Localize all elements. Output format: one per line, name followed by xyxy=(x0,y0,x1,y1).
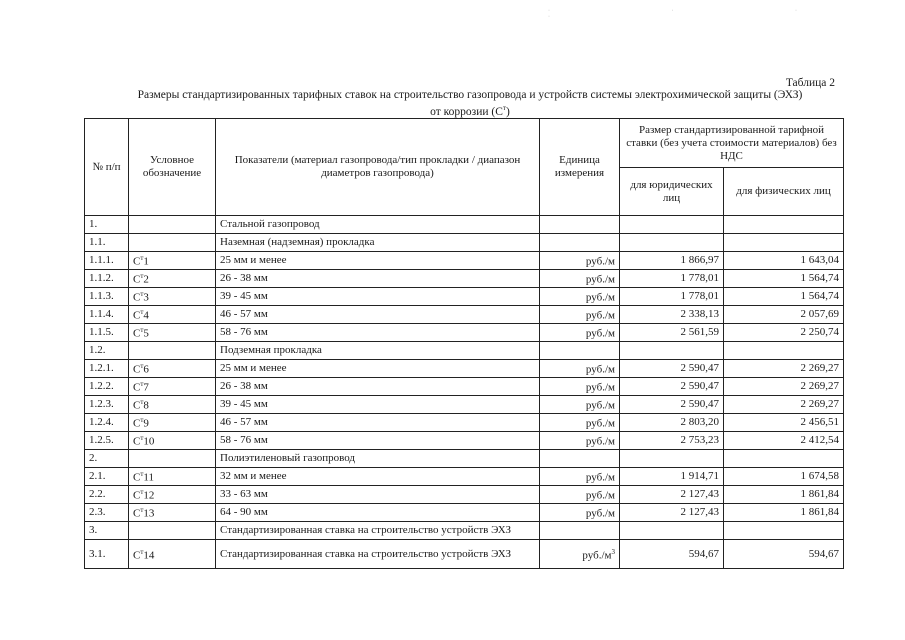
rate-physical: 2 269,27 xyxy=(724,360,844,378)
section-row xyxy=(85,522,844,540)
rate-physical: 594,67 xyxy=(724,540,844,569)
row-number: 1.2.5. xyxy=(85,432,129,450)
row-code xyxy=(129,252,216,270)
rate-physical: 1 643,04 xyxy=(724,252,844,270)
table-row xyxy=(85,432,844,450)
row-description: 33 - 63 мм xyxy=(216,486,540,504)
rate-legal: 2 803,20 xyxy=(620,414,724,432)
code-base: С xyxy=(133,273,141,286)
row-code xyxy=(129,288,216,306)
unit-text: руб./м xyxy=(585,273,615,286)
code-base: С xyxy=(133,435,141,448)
row-unit xyxy=(540,252,620,270)
rate-legal xyxy=(620,216,724,234)
code-index: 1 xyxy=(143,255,149,268)
code-index: 7 xyxy=(143,381,149,394)
row-number: 2.1. xyxy=(85,468,129,486)
rate-legal: 2 561,59 xyxy=(620,324,724,342)
row-unit xyxy=(540,540,620,569)
row-number: 2.2. xyxy=(85,486,129,504)
rate-legal: 2 590,47 xyxy=(620,378,724,396)
row-description: 58 - 76 мм xyxy=(216,324,540,342)
code-sup: т xyxy=(140,308,144,317)
section-row xyxy=(85,450,844,468)
row-number: 1.2.4. xyxy=(85,414,129,432)
row-description: 46 - 57 мм xyxy=(216,306,540,324)
table-row xyxy=(85,540,844,569)
table-row xyxy=(85,306,844,324)
code-sup: т xyxy=(140,362,144,371)
rate-physical xyxy=(724,450,844,468)
section-row xyxy=(85,216,844,234)
rate-physical: 1 861,84 xyxy=(724,486,844,504)
rate-physical: 2 250,74 xyxy=(724,324,844,342)
row-number: 1.1.5. xyxy=(85,324,129,342)
row-code xyxy=(129,468,216,486)
rate-physical: 2 456,51 xyxy=(724,414,844,432)
row-description: 26 - 38 мм xyxy=(216,270,540,288)
code-base: С xyxy=(133,255,141,268)
unit-text: руб./м xyxy=(585,327,615,340)
unit-text: руб./м xyxy=(585,381,615,394)
table-row xyxy=(85,360,844,378)
row-code xyxy=(129,432,216,450)
rate-physical: 2 412,54 xyxy=(724,432,844,450)
row-number: 1.1. xyxy=(85,234,129,252)
rate-physical: 2 057,69 xyxy=(724,306,844,324)
col-header-code: Условное обозначение xyxy=(129,119,216,216)
rate-physical: 1 564,74 xyxy=(724,270,844,288)
rate-physical xyxy=(724,234,844,252)
row-unit xyxy=(540,216,620,234)
code-index: 10 xyxy=(143,435,155,448)
rate-physical xyxy=(724,216,844,234)
row-number: 1.2.1. xyxy=(85,360,129,378)
row-unit xyxy=(540,414,620,432)
row-unit xyxy=(540,342,620,360)
row-number: 1.2. xyxy=(85,342,129,360)
unit-text: руб./м xyxy=(585,507,615,520)
unit-text: руб./м xyxy=(585,363,615,376)
unit-text: руб./м xyxy=(585,489,615,502)
col-header-physical: для физических лиц xyxy=(724,168,844,216)
row-unit xyxy=(540,306,620,324)
row-unit xyxy=(540,324,620,342)
row-unit xyxy=(540,504,620,522)
unit-text: руб./м xyxy=(585,291,615,304)
row-number: 1.1.3. xyxy=(85,288,129,306)
row-code xyxy=(129,324,216,342)
row-code xyxy=(129,486,216,504)
code-base: С xyxy=(133,507,141,520)
row-code xyxy=(129,540,216,569)
row-unit xyxy=(540,486,620,504)
code-index: 3 xyxy=(143,291,149,304)
code-base: С xyxy=(133,309,141,322)
row-number: 1.1.1. xyxy=(85,252,129,270)
row-number: 2. xyxy=(85,450,129,468)
row-unit xyxy=(540,360,620,378)
table-row xyxy=(85,414,844,432)
table-caption xyxy=(95,89,845,119)
row-code xyxy=(129,378,216,396)
row-unit xyxy=(540,270,620,288)
row-description: Полиэтиленовый газопровод xyxy=(216,450,540,468)
code-sup: т xyxy=(140,254,144,263)
row-description: 58 - 76 мм xyxy=(216,432,540,450)
unit-text: руб./м xyxy=(585,255,615,268)
rate-physical: 1 674,58 xyxy=(724,468,844,486)
row-description: Подземная прокладка xyxy=(216,342,540,360)
table-row xyxy=(85,504,844,522)
code-sup: т xyxy=(140,488,144,497)
code-index: 14 xyxy=(143,549,155,562)
row-number: 1.1.4. xyxy=(85,306,129,324)
code-sup: т xyxy=(140,398,144,407)
table-row xyxy=(85,378,844,396)
unit-text: руб./м xyxy=(585,435,615,448)
row-code xyxy=(129,504,216,522)
row-code xyxy=(129,396,216,414)
code-base: С xyxy=(133,363,141,376)
row-description: Стандартизированная ставка на строительство устройств ЭХЗ xyxy=(216,540,540,569)
code-index: 2 xyxy=(143,273,149,286)
rate-legal: 1 778,01 xyxy=(620,288,724,306)
tariff-table xyxy=(84,118,844,569)
code-sup: т xyxy=(140,326,144,335)
table-row xyxy=(85,486,844,504)
row-code xyxy=(129,270,216,288)
code-sup: т xyxy=(140,547,144,556)
code-base: С xyxy=(133,417,141,430)
code-base: С xyxy=(133,471,141,484)
code-index: 13 xyxy=(143,507,155,520)
rate-legal xyxy=(620,342,724,360)
rate-legal: 2 127,43 xyxy=(620,504,724,522)
rate-legal: 1 866,97 xyxy=(620,252,724,270)
code-index: 6 xyxy=(143,363,149,376)
header-row xyxy=(85,119,844,168)
code-base: С xyxy=(133,549,141,562)
row-number: 3. xyxy=(85,522,129,540)
row-code xyxy=(129,234,216,252)
row-description: 26 - 38 мм xyxy=(216,378,540,396)
row-code xyxy=(129,216,216,234)
table-row xyxy=(85,288,844,306)
col-header-num: № п/п xyxy=(85,119,129,216)
rate-physical: 2 269,27 xyxy=(724,396,844,414)
code-sup: т xyxy=(140,272,144,281)
row-unit xyxy=(540,450,620,468)
caption-line-2: от коррозии $(С^т)$ xyxy=(430,104,510,118)
unit-text: руб./м xyxy=(585,399,615,412)
code-sup: т xyxy=(140,434,144,443)
rate-physical xyxy=(724,342,844,360)
rate-legal: 2 590,47 xyxy=(620,360,724,378)
code-base: С xyxy=(133,291,141,304)
code-index: 8 xyxy=(143,399,149,412)
row-unit xyxy=(540,234,620,252)
row-number: 2.3. xyxy=(85,504,129,522)
row-unit xyxy=(540,288,620,306)
rate-legal: 2 127,43 xyxy=(620,486,724,504)
row-description: 39 - 45 мм xyxy=(216,396,540,414)
rate-physical: 2 269,27 xyxy=(724,378,844,396)
code-index: 9 xyxy=(143,417,149,430)
rate-legal xyxy=(620,234,724,252)
row-description: Стандартизированная ставка на строительство устройств ЭХЗ xyxy=(216,522,540,540)
rate-legal xyxy=(620,522,724,540)
row-code xyxy=(129,414,216,432)
col-header-rate: Размер стандартизированной тарифной ставки (без учета стоимости материалов) без НДС xyxy=(620,119,844,168)
row-description: 64 - 90 мм xyxy=(216,504,540,522)
rate-legal: 1 778,01 xyxy=(620,270,724,288)
code-base: С xyxy=(133,381,141,394)
table-number: Таблица 2 xyxy=(785,77,835,89)
table-row xyxy=(85,396,844,414)
code-sup: т xyxy=(140,380,144,389)
code-sup: т xyxy=(140,290,144,299)
section-row xyxy=(85,342,844,360)
unit-text: руб./м xyxy=(585,417,615,430)
unit-text: руб./м xyxy=(582,549,612,562)
code-base: С xyxy=(133,399,141,412)
row-unit xyxy=(540,378,620,396)
code-index: 5 xyxy=(143,327,149,340)
rate-legal: 2 338,13 xyxy=(620,306,724,324)
table-row xyxy=(85,252,844,270)
table-body xyxy=(85,216,844,569)
code-base: С xyxy=(133,489,141,502)
row-number: 1.1.2. xyxy=(85,270,129,288)
row-number: 1. xyxy=(85,216,129,234)
table-row xyxy=(85,270,844,288)
table-row xyxy=(85,468,844,486)
row-description: 25 мм и менее xyxy=(216,252,540,270)
rate-legal: 594,67 xyxy=(620,540,724,569)
rate-physical xyxy=(724,522,844,540)
code-sup: т xyxy=(140,470,144,479)
col-header-unit: Единица измерения xyxy=(540,119,620,216)
row-unit xyxy=(540,432,620,450)
code-base: С xyxy=(133,327,141,340)
row-description: Стальной газопровод xyxy=(216,216,540,234)
row-unit xyxy=(540,396,620,414)
row-code xyxy=(129,342,216,360)
row-number: 1.2.2. xyxy=(85,378,129,396)
rate-legal: 2 753,23 xyxy=(620,432,724,450)
rate-legal xyxy=(620,450,724,468)
row-description: Наземная (надземная) прокладка xyxy=(216,234,540,252)
unit-text: руб./м xyxy=(585,309,615,322)
section-row xyxy=(85,234,844,252)
row-code xyxy=(129,306,216,324)
row-description: 39 - 45 мм xyxy=(216,288,540,306)
row-code xyxy=(129,450,216,468)
rate-legal: 1 914,71 xyxy=(620,468,724,486)
rate-legal: 2 590,47 xyxy=(620,396,724,414)
code-index: 12 xyxy=(143,489,155,502)
col-header-legal: для юридических лиц xyxy=(620,168,724,216)
scan-artifact: · · · · xyxy=(548,8,857,20)
row-unit xyxy=(540,468,620,486)
caption-line-1: Размеры стандартизированных тарифных ставок на строительство газопровода и устройств системы электрохимической защиты (ЭХЗ) xyxy=(137,89,803,101)
row-description: 25 мм и менее xyxy=(216,360,540,378)
row-description: 46 - 57 мм xyxy=(216,414,540,432)
rate-physical: 1 861,84 xyxy=(724,504,844,522)
row-number: 3.1. xyxy=(85,540,129,569)
row-code xyxy=(129,522,216,540)
unit-sup: 3 xyxy=(611,547,615,556)
row-unit xyxy=(540,522,620,540)
code-sup: т xyxy=(140,416,144,425)
unit-text: руб./м xyxy=(585,471,615,484)
row-description: 32 мм и менее xyxy=(216,468,540,486)
code-sup: т xyxy=(140,506,144,515)
col-header-desc: Показатели (материал газопровода/тип прокладки / диапазон диаметров газопровода) xyxy=(216,119,540,216)
code-index: 11 xyxy=(143,471,154,484)
row-number: 1.2.3. xyxy=(85,396,129,414)
row-code xyxy=(129,360,216,378)
table-row xyxy=(85,324,844,342)
rate-physical: 1 564,74 xyxy=(724,288,844,306)
code-index: 4 xyxy=(143,309,149,322)
